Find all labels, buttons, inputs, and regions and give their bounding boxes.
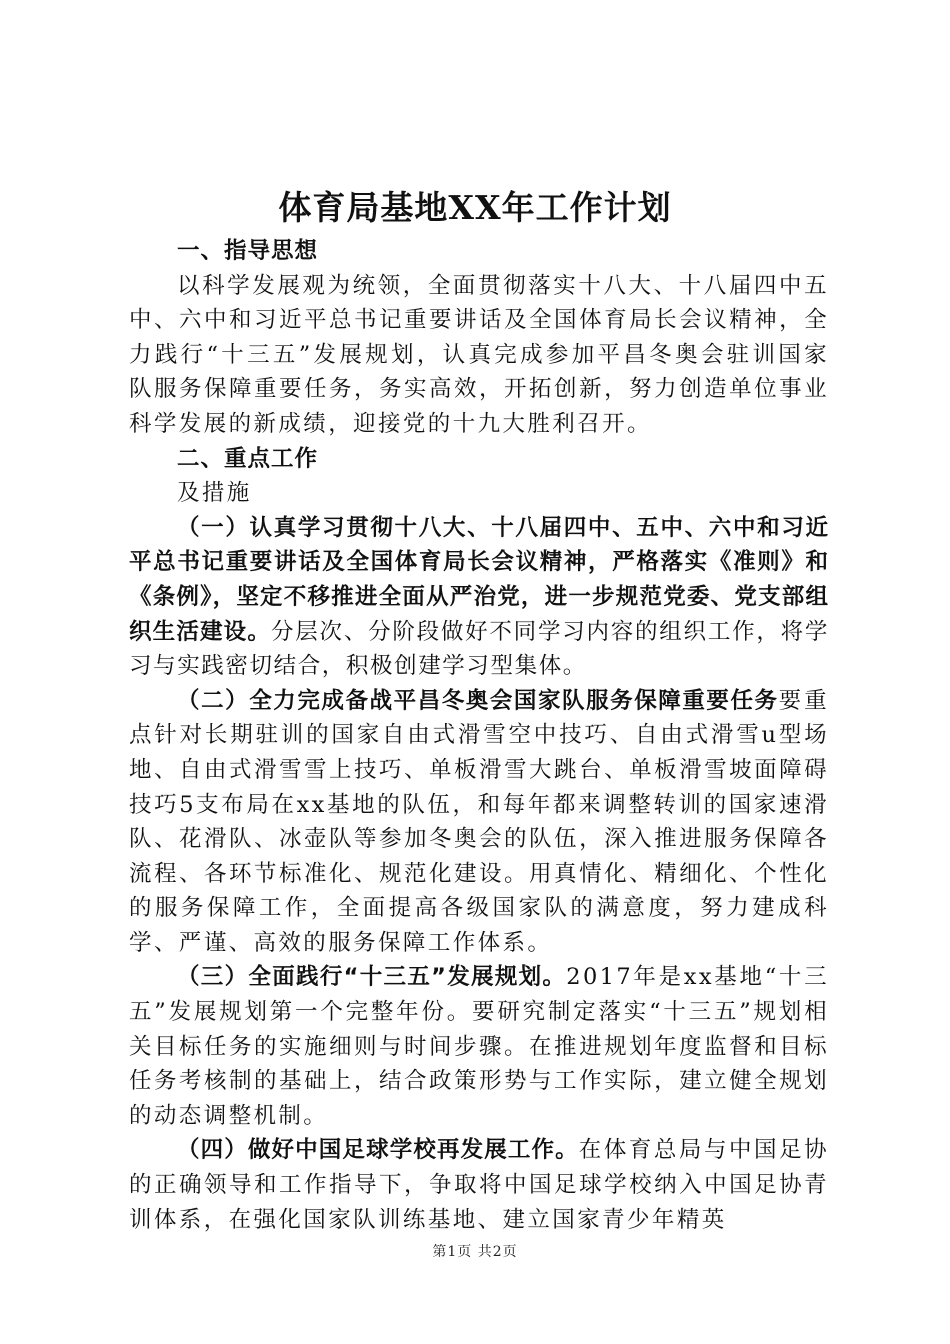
item-2-body: 要重点针对长期驻训的国家自由式滑雪空中技巧、自由式滑雪u型场地、自由式滑雪雪上技巧、单板滑雪大跳台、单板滑雪坡面障碍技巧5支布局在xx基地的队伍，和每年都来调整转训的国家速滑队、花滑队、冰壶队等参加冬奥会的队伍，深入推进服务保障各流程、各环节标准化、规范化建设。用真情化、精细化、个性化的服务保障工作，全面提高各级国家队的满意度，努力建成科学、严谨、高效的服务保障工作体系。 [129, 687, 829, 956]
section-subheading-measures: 及措施 [177, 480, 252, 507]
item-1-lead: （一）认真学习贯彻十八大、十八届四中、五中、六中和习近平总书记重要讲话及全国体育局长会议精神，严格落实《准则》和《条例》，坚定不移推进全面从严治党，进一步规范党委、党支部组织生活建设。 [129, 514, 829, 645]
paragraph-item-4 [129, 1133, 829, 1237]
item-4-body: 在体育总局与中国足协的正确领导和工作指导下，争取将中国足球学校纳入中国足协青训体系，在强化国家队训练基地、建立国家青少年精英 [129, 1137, 829, 1233]
section-heading-guiding-ideology: 一、指导思想 [177, 238, 319, 264]
paragraph-item-3 [129, 960, 829, 1133]
item-3-lead: （三）全面践行“十三五”发展规划。 [177, 964, 567, 991]
section-heading-key-work: 二、重点工作 [177, 445, 319, 472]
document-title: 体育局基地XX年工作计划 [278, 188, 672, 227]
item-4-lead: （四）做好中国足球学校再发展工作。 [177, 1137, 579, 1164]
item-3-body: 2017年是xx基地“十三五”发展规划第一个完整年份。要研究制定落实“十三五”规划相关目标任务的实施细则与时间步骤。在推进规划年度监督和目标任务考核制的基础上，结合政策形势与工作实际，建立健全规划的动态调整机制。 [129, 964, 830, 1129]
paragraph-guiding-ideology: 以科学发展观为统领，全面贯彻落实十八大、十八届四中五中、六中和习近平总书记重要讲话及全国体育局长会议精神，全力践行“十三五”发展规划，认真完成参加平昌冬奥会驻训国家队服务保障重要任务，务实高效，开拓创新，努力创造单位事业科学发展的新成绩，迎接党的十九大胜利召开。 [129, 272, 829, 437]
page-number-footer: 第1页 共2页 [432, 1244, 518, 1260]
paragraph-item-2 [129, 684, 829, 961]
document-body [129, 234, 829, 1237]
paragraph-item-1 [129, 511, 829, 684]
item-2-lead: （二）全力完成备战平昌冬奥会国家队服务保障重要任务 [177, 687, 779, 714]
item-1-body: 分层次、分阶段做好不同学习内容的组织工作，将学习与实践密切结合，积极创建学习型集体。 [129, 618, 829, 680]
